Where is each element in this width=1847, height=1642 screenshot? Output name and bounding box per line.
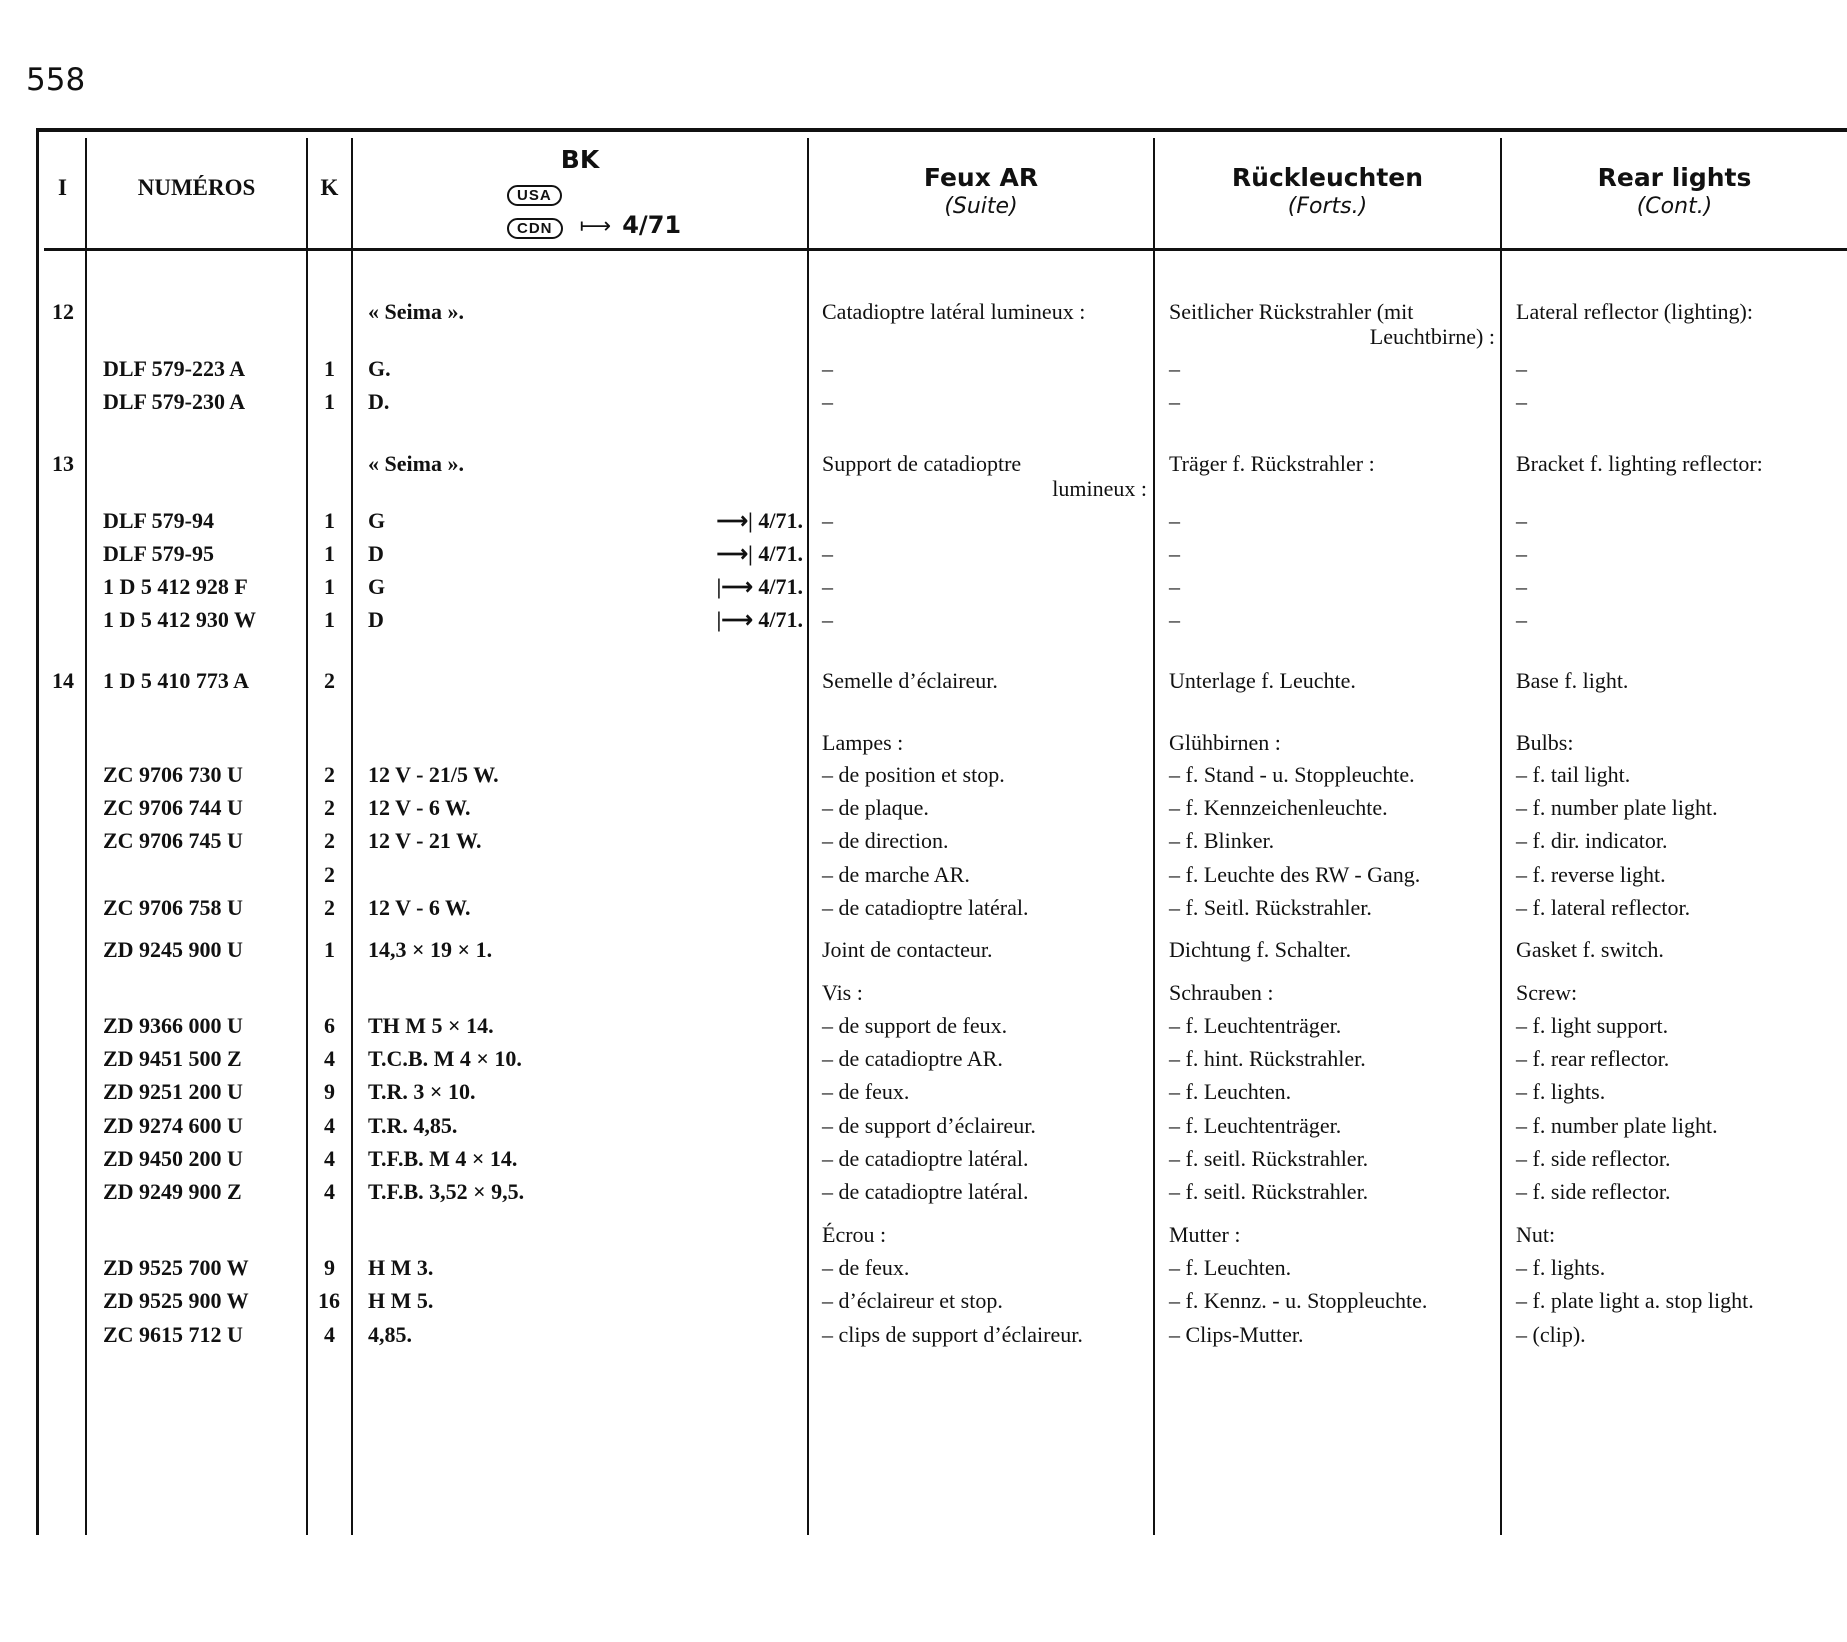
cdn-badge: CDN	[507, 218, 563, 239]
table-row	[0, 1320, 1847, 1354]
cell-k: 4	[324, 1322, 335, 1347]
cell-de-continued: Leuchtbirne) :	[1369, 324, 1495, 349]
cell-de: Unterlage f. Leuchte.	[1169, 668, 1356, 693]
cell-de-group-heading: Glühbirnen :	[1169, 730, 1281, 755]
cell-numero: ZD 9245 900 U	[103, 937, 243, 962]
cell-en: Lateral reflector (lighting):	[1516, 299, 1753, 324]
cell-numero: 1 D 5 412 928 F	[103, 574, 248, 599]
cell-en: – f. plate light a. stop light.	[1516, 1288, 1754, 1313]
cell-fr: – de feux.	[822, 1255, 910, 1280]
cell-k: 1	[324, 389, 335, 414]
table-row	[0, 1077, 1847, 1111]
cell-fr: – de position et stop.	[822, 762, 1005, 787]
cell-numero: ZC 9706 745 U	[103, 828, 243, 853]
page-number: 558	[26, 62, 86, 98]
cell-numero: ZD 9451 500 Z	[103, 1046, 242, 1071]
cell-fr-group-heading: Lampes :	[822, 730, 904, 755]
cell-bk: 12 V - 21 W.	[368, 828, 482, 853]
header-bk-markets	[507, 185, 807, 240]
cell-en: – f. side reflector.	[1516, 1179, 1671, 1204]
cell-bk: D	[368, 541, 384, 566]
cell-en: – f. number plate light.	[1516, 1113, 1718, 1138]
cell-de: – f. Kennz. - u. Stoppleuchte.	[1169, 1288, 1428, 1313]
cell-de: – Clips-Mutter.	[1169, 1322, 1304, 1347]
table-row	[0, 1220, 1847, 1254]
cell-k: 2	[324, 862, 335, 887]
cell-fr: – d’éclaireur et stop.	[822, 1288, 1003, 1313]
cell-numero: DLF 579-95	[103, 541, 215, 566]
cell-fr-group-heading: Vis :	[822, 980, 863, 1005]
cell-numero: 1 D 5 410 773 A	[103, 668, 250, 693]
cell-k: 2	[324, 828, 335, 853]
cell-fr: –	[822, 356, 833, 381]
cell-de: –	[1169, 541, 1180, 566]
cell-fr: – de support de feux.	[822, 1013, 1008, 1038]
cell-bk: « Seima ».	[368, 299, 464, 324]
header-bottom-rule	[44, 248, 1847, 251]
cell-fr: Catadioptre latéral lumineux :	[822, 299, 1086, 324]
cell-en: –	[1516, 607, 1527, 632]
header-col-numeros: NUMÉROS	[137, 175, 256, 200]
cell-de: Träger f. Rückstrahler :	[1169, 451, 1375, 476]
cell-numero: DLF 579-94	[103, 508, 215, 533]
table-row	[0, 387, 1847, 421]
cell-index: 13	[52, 451, 74, 476]
cell-de: – f. Leuchten.	[1169, 1079, 1292, 1104]
cell-validity: ⟶| 4/71.	[716, 541, 803, 566]
cell-en: –	[1516, 356, 1527, 381]
cell-fr: – de catadioptre AR.	[822, 1046, 1003, 1071]
cell-en: – f. tail light.	[1516, 762, 1631, 787]
cell-de: – f. Stand - u. Stoppleuchte.	[1169, 762, 1415, 787]
table-row	[0, 539, 1847, 573]
cell-de: – f. Leuchtenträger.	[1169, 1113, 1342, 1138]
cell-de: –	[1169, 574, 1180, 599]
table-row	[0, 826, 1847, 860]
cell-bk: TH M 5 × 14.	[368, 1013, 494, 1038]
header-de-title: Rückleuchten	[1231, 163, 1424, 192]
table-row	[0, 1111, 1847, 1145]
cell-de: –	[1169, 356, 1180, 381]
cell-k: 1	[324, 508, 335, 533]
cell-fr: – de direction.	[822, 828, 949, 853]
cell-numero: ZD 9525 700 W	[103, 1255, 249, 1280]
table-row	[0, 1011, 1847, 1045]
cell-en: Base f. light.	[1516, 668, 1629, 693]
from-date-arrow-icon: ⟼	[579, 214, 612, 239]
table-row	[0, 1253, 1847, 1287]
table-row	[0, 572, 1847, 606]
cell-bk: G.	[368, 356, 391, 381]
cell-index: 14	[52, 668, 74, 693]
cell-en: –	[1516, 541, 1527, 566]
cell-bk: T.R. 3 × 10.	[368, 1079, 476, 1104]
cell-numero: ZD 9274 600 U	[103, 1113, 243, 1138]
cell-k: 4	[324, 1046, 335, 1071]
header-col-fr	[809, 163, 1153, 221]
cell-fr: –	[822, 574, 833, 599]
cell-k: 2	[324, 668, 335, 693]
table-row	[0, 605, 1847, 639]
cell-en: – f. lights.	[1516, 1255, 1606, 1280]
cell-de: – f. hint. Rückstrahler.	[1169, 1046, 1366, 1071]
cell-en: – f. light support.	[1516, 1013, 1669, 1038]
cell-validity: |⟶ 4/71.	[716, 607, 803, 632]
cell-k: 4	[324, 1113, 335, 1138]
cell-bk: « Seima ».	[368, 451, 464, 476]
cell-bk: H M 5.	[368, 1288, 434, 1313]
cell-en: – f. number plate light.	[1516, 795, 1718, 820]
cell-en: –	[1516, 574, 1527, 599]
cell-fr: Joint de contacteur.	[822, 937, 993, 962]
cell-de: Dichtung f. Schalter.	[1169, 937, 1352, 962]
cell-numero: ZD 9366 000 U	[103, 1013, 243, 1038]
cell-numero: ZD 9450 200 U	[103, 1146, 243, 1171]
cell-de-group-heading: Schrauben :	[1169, 980, 1274, 1005]
cell-de: – f. Blinker.	[1169, 828, 1275, 853]
cell-k: 16	[318, 1288, 340, 1313]
cell-de: – f. Leuchten.	[1169, 1255, 1292, 1280]
cell-en: Gasket f. switch.	[1516, 937, 1664, 962]
cell-numero: ZC 9706 758 U	[103, 895, 243, 920]
header-bk-date: 4/71	[622, 211, 682, 239]
cell-numero: DLF 579-223 A	[103, 356, 246, 381]
cell-k: 1	[324, 574, 335, 599]
cell-k: 2	[324, 795, 335, 820]
cell-fr: – de catadioptre latéral.	[822, 1146, 1029, 1171]
cell-bk: T.F.B. 3,52 × 9,5.	[368, 1179, 525, 1204]
cell-numero: ZC 9615 712 U	[103, 1322, 243, 1347]
header-fr-sub: (Suite)	[944, 194, 1018, 219]
cell-fr-group-heading: Écrou :	[822, 1222, 887, 1247]
table-row	[0, 728, 1847, 762]
cell-bk: 12 V - 6 W.	[368, 895, 471, 920]
cell-de: –	[1169, 508, 1180, 533]
cell-numero: ZC 9706 730 U	[103, 762, 243, 787]
top-rule	[36, 128, 1847, 132]
cell-de: –	[1169, 389, 1180, 414]
header-col-bk: BK	[560, 145, 600, 174]
header-en-title: Rear lights	[1597, 163, 1752, 192]
table-row	[0, 935, 1847, 969]
table-row	[0, 760, 1847, 794]
cell-bk: G	[368, 574, 386, 599]
cell-bk: T.F.B. M 4 × 14.	[368, 1146, 518, 1171]
table-row	[0, 1044, 1847, 1078]
cell-numero: ZD 9525 900 W	[103, 1288, 249, 1313]
table-row	[0, 893, 1847, 927]
cell-numero: DLF 579-230 A	[103, 389, 246, 414]
cell-bk: H M 3.	[368, 1255, 434, 1280]
cell-en-group-heading: Bulbs:	[1516, 730, 1574, 755]
cell-k: 1	[324, 541, 335, 566]
cell-k: 2	[324, 762, 335, 787]
cell-en: –	[1516, 389, 1527, 414]
table-row	[0, 1177, 1847, 1211]
cell-en: – f. lights.	[1516, 1079, 1606, 1104]
cell-k: 9	[324, 1079, 335, 1104]
cell-validity: ⟶| 4/71.	[716, 508, 803, 533]
cell-en: – f. reverse light.	[1516, 862, 1666, 887]
cell-de: – f. Leuchtenträger.	[1169, 1013, 1342, 1038]
cell-index: 12	[52, 299, 74, 324]
cell-de: – f. seitl. Rückstrahler.	[1169, 1146, 1369, 1171]
usa-badge: USA	[507, 185, 562, 206]
cell-k: 9	[324, 1255, 335, 1280]
cell-k: 4	[324, 1146, 335, 1171]
cell-bk: T.C.B. M 4 × 10.	[368, 1046, 522, 1071]
cell-fr: Semelle d’éclaireur.	[822, 668, 998, 693]
cell-de-group-heading: Mutter :	[1169, 1222, 1241, 1247]
cell-k: 1	[324, 937, 335, 962]
table-row	[0, 322, 1847, 356]
header-fr-title: Feux AR	[923, 163, 1039, 192]
cell-k: 1	[324, 607, 335, 632]
cell-de: – f. Seitl. Rückstrahler.	[1169, 895, 1372, 920]
header-de-sub: (Forts.)	[1287, 194, 1368, 219]
cell-bk: 12 V - 21/5 W.	[368, 762, 499, 787]
cell-numero: ZD 9251 200 U	[103, 1079, 243, 1104]
cell-en: – f. side reflector.	[1516, 1146, 1671, 1171]
table-row	[0, 978, 1847, 1012]
header-en-sub: (Cont.)	[1636, 194, 1713, 219]
cell-bk: 12 V - 6 W.	[368, 795, 471, 820]
cell-numero: 1 D 5 412 930 W	[103, 607, 256, 632]
cell-en: – f. lateral reflector.	[1516, 895, 1691, 920]
cell-fr: – clips de support d’éclaireur.	[822, 1322, 1083, 1347]
table-row	[0, 506, 1847, 540]
cell-bk: G	[368, 508, 386, 533]
cell-k: 2	[324, 895, 335, 920]
table-row	[0, 1144, 1847, 1178]
cell-fr: – de plaque.	[822, 795, 929, 820]
cell-numero: ZC 9706 744 U	[103, 795, 243, 820]
cell-bk: D.	[368, 389, 390, 414]
cell-fr: –	[822, 541, 833, 566]
cell-bk: 4,85.	[368, 1322, 412, 1347]
cell-fr: –	[822, 607, 833, 632]
cell-fr: –	[822, 508, 833, 533]
cell-fr: – de marche AR.	[822, 862, 970, 887]
table-row	[0, 666, 1847, 700]
table-row	[0, 354, 1847, 388]
cell-fr: –	[822, 389, 833, 414]
cell-bk: D	[368, 607, 384, 632]
cell-fr: – de catadioptre latéral.	[822, 895, 1029, 920]
header-col-de	[1155, 163, 1500, 221]
cell-en: Bracket f. lighting reflector:	[1516, 451, 1763, 476]
table-row	[0, 1286, 1847, 1320]
header-col-i: I	[58, 175, 67, 200]
table-row	[0, 860, 1847, 894]
table-row	[0, 793, 1847, 827]
cell-bk: 14,3 × 19 × 1.	[368, 937, 493, 962]
cell-de: – f. seitl. Rückstrahler.	[1169, 1179, 1369, 1204]
cell-en-group-heading: Nut:	[1516, 1222, 1556, 1247]
cell-de: – f. Leuchte des RW - Gang.	[1169, 862, 1421, 887]
cell-fr: – de support d’éclaireur.	[822, 1113, 1036, 1138]
cell-en-group-heading: Screw:	[1516, 980, 1578, 1005]
header-col-k: K	[320, 175, 339, 200]
cell-fr: – de feux.	[822, 1079, 910, 1104]
header-col-en	[1502, 163, 1847, 221]
cell-fr-continued: lumineux :	[1052, 476, 1147, 501]
cell-en: – (clip).	[1516, 1322, 1586, 1347]
cell-de: –	[1169, 607, 1180, 632]
cell-numero: ZD 9249 900 Z	[103, 1179, 242, 1204]
cell-en: – f. dir. indicator.	[1516, 828, 1668, 853]
table-row	[0, 474, 1847, 508]
cell-de: Seitlicher Rückstrahler (mit	[1169, 299, 1414, 324]
cell-validity: |⟶ 4/71.	[716, 574, 803, 599]
cell-de: – f. Kennzeichenleuchte.	[1169, 795, 1388, 820]
cell-k: 6	[324, 1013, 335, 1038]
cell-fr: Support de catadioptre	[822, 451, 1022, 476]
cell-k: 4	[324, 1179, 335, 1204]
cell-k: 1	[324, 356, 335, 381]
cell-en: –	[1516, 508, 1527, 533]
cell-fr: – de catadioptre latéral.	[822, 1179, 1029, 1204]
cell-bk: T.R. 4,85.	[368, 1113, 458, 1138]
cell-en: – f. rear reflector.	[1516, 1046, 1670, 1071]
